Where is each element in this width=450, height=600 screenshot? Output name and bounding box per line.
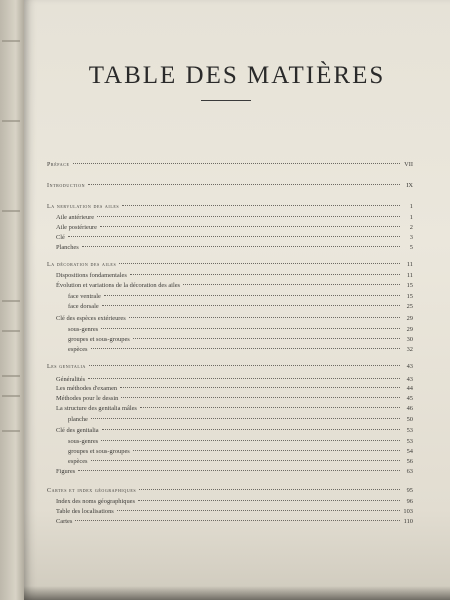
- toc-entry: [47, 362, 413, 372]
- toc-entry: [56, 213, 413, 223]
- toc-entry: [68, 345, 413, 355]
- toc-entry-label: face dorsale: [68, 303, 99, 310]
- toc-entry-page: 54: [406, 448, 413, 455]
- toc-entry: [56, 497, 413, 507]
- page-title: TABLE DES MATIÈRES: [88, 62, 386, 89]
- toc-entry-label: La décoration des ailes: [47, 262, 117, 268]
- dot-leader: [73, 163, 400, 164]
- toc-entry-page: 29: [406, 315, 413, 322]
- dot-leader: [130, 274, 400, 275]
- toc-entry-label: espèces: [68, 346, 88, 353]
- dot-leader: [133, 450, 400, 451]
- dot-leader: [139, 489, 400, 490]
- dot-leader: [75, 520, 400, 521]
- toc-entry-label: Cartes: [56, 518, 73, 525]
- toc-entry-page: VII: [404, 161, 413, 168]
- dot-leader: [89, 365, 400, 366]
- toc-entry: [56, 243, 413, 253]
- toc-entry: [56, 467, 413, 477]
- toc-entry: [68, 457, 413, 467]
- toc-entry: [56, 384, 413, 394]
- toc-entry: [68, 415, 413, 425]
- toc-entry-label: Cartes et index géographiques: [47, 488, 137, 494]
- dot-leader: [138, 500, 400, 501]
- toc-entry-page: 3: [409, 234, 413, 241]
- dot-leader: [82, 246, 400, 247]
- toc-entry: [56, 281, 413, 291]
- dot-leader: [121, 397, 400, 398]
- toc-entry-page: 2: [409, 224, 413, 231]
- toc-entry-page: 15: [406, 293, 413, 300]
- toc-entry-label: Table des localisations: [56, 508, 114, 515]
- toc-entry: [56, 426, 413, 436]
- toc-entry-page: IX: [406, 182, 413, 189]
- dot-leader: [129, 317, 400, 318]
- toc-entry-label: Les genitalia: [47, 364, 86, 370]
- toc-entry-page: 46: [406, 405, 413, 412]
- toc-entry-label: Dispositions fondamentales: [56, 272, 127, 279]
- toc-entry-label: Index des noms géographiques: [56, 498, 135, 505]
- toc-entry: [56, 314, 413, 324]
- toc-entry: [56, 394, 413, 404]
- toc-entry-label: Clé des genitalia: [56, 427, 99, 434]
- toc-entry-label: Figures: [56, 468, 76, 475]
- toc-entry-label: sous-genres: [68, 438, 99, 445]
- dot-leader: [133, 338, 400, 339]
- dot-leader: [88, 184, 400, 185]
- toc-entry: [56, 271, 413, 281]
- dot-leader: [101, 328, 400, 329]
- toc-entry: [47, 260, 413, 270]
- toc-entry-label: Clé des espèces extérieures: [56, 315, 126, 322]
- toc-entry-label: Aile antérieure: [56, 214, 95, 221]
- toc-entry-page: 29: [406, 326, 413, 333]
- toc-entry: [47, 160, 413, 170]
- toc-entry-label: Planches: [56, 244, 79, 251]
- toc-entry: [68, 302, 413, 312]
- dot-leader: [91, 460, 400, 461]
- toc-entry: [68, 325, 413, 335]
- dot-leader: [97, 216, 400, 217]
- toc-entry-page: 96: [406, 498, 413, 505]
- toc-entry-page: 44: [406, 385, 413, 392]
- toc-entry-page: 43: [406, 376, 413, 383]
- dot-leader: [120, 387, 400, 388]
- toc-entry-label: La structure des genitalia mâles: [56, 405, 137, 412]
- toc-entry-label: espèces: [68, 458, 88, 465]
- toc-entry-page: 15: [406, 282, 413, 289]
- dot-leader: [102, 429, 400, 430]
- dot-leader: [119, 263, 400, 264]
- dot-leader: [117, 510, 400, 511]
- dot-leader: [104, 295, 400, 296]
- dot-leader: [122, 205, 400, 206]
- dot-leader: [102, 305, 400, 306]
- toc-entry-page: 11: [406, 272, 413, 279]
- toc-entry-page: 63: [406, 468, 413, 475]
- toc-entry-page: 25: [406, 303, 413, 310]
- dot-leader: [88, 378, 400, 379]
- toc-entry: [68, 292, 413, 302]
- toc-entry-page: 1: [409, 203, 413, 210]
- toc-entry-page: 50: [406, 416, 413, 423]
- dot-leader: [183, 284, 400, 285]
- toc-entry-label: Méthodes pour le dessin: [56, 395, 119, 402]
- toc-entry-label: La nervulation des ailes: [47, 204, 120, 210]
- toc-entry-page: 45: [406, 395, 413, 402]
- toc-entry-page: 56: [406, 458, 413, 465]
- toc-entry-label: Introduction: [47, 183, 86, 189]
- dot-leader: [91, 348, 400, 349]
- toc-entry: [68, 437, 413, 447]
- toc-entry-label: Les méthodes d'examen: [56, 385, 118, 392]
- toc-entry-page: 53: [406, 438, 413, 445]
- toc-entry-page: 11: [406, 261, 413, 268]
- dot-leader: [140, 407, 400, 408]
- dot-leader: [91, 418, 400, 419]
- toc-entry-page: 32: [406, 346, 413, 353]
- dot-leader: [101, 440, 400, 441]
- toc-entry-label: groupes et sous-groupes: [68, 336, 130, 343]
- toc-entry-page: 110: [403, 518, 413, 525]
- toc-entry-label: Clé: [56, 234, 65, 241]
- toc-entry-label: sous-genres: [68, 326, 99, 333]
- dot-leader: [78, 470, 400, 471]
- toc-entry: [47, 181, 413, 191]
- toc-entry: [47, 202, 413, 212]
- toc-entry-label: face ventrale: [68, 293, 101, 300]
- toc-entry-page: 1: [409, 214, 413, 221]
- toc-entry-label: groupes et sous-groupes: [68, 448, 130, 455]
- toc-entry-page: 43: [406, 363, 413, 370]
- toc-entry-page: 30: [406, 336, 413, 343]
- toc-entry-label: Aile postérieure: [56, 224, 97, 231]
- dot-leader: [68, 236, 400, 237]
- toc-entry-label: planche: [68, 416, 88, 423]
- toc-entry-label: Évolution et variations de la décoration des ailes: [56, 282, 181, 289]
- toc-entry: [56, 223, 413, 233]
- toc-entry: [47, 486, 413, 496]
- dot-leader: [100, 226, 400, 227]
- toc-entry-page: 95: [406, 487, 413, 494]
- toc-entry: [56, 507, 413, 517]
- toc-entry-label: Généralités: [56, 376, 86, 383]
- toc-entry: [56, 517, 413, 527]
- toc-entry-page: 53: [406, 427, 413, 434]
- toc-entry: [68, 447, 413, 457]
- toc-entry: [68, 335, 413, 345]
- toc-entry-label: Préface: [47, 162, 70, 168]
- toc-entry: [56, 404, 413, 414]
- toc-entry-page: 5: [409, 244, 413, 251]
- toc-entry-page: 103: [403, 508, 413, 515]
- toc-entry: [56, 233, 413, 243]
